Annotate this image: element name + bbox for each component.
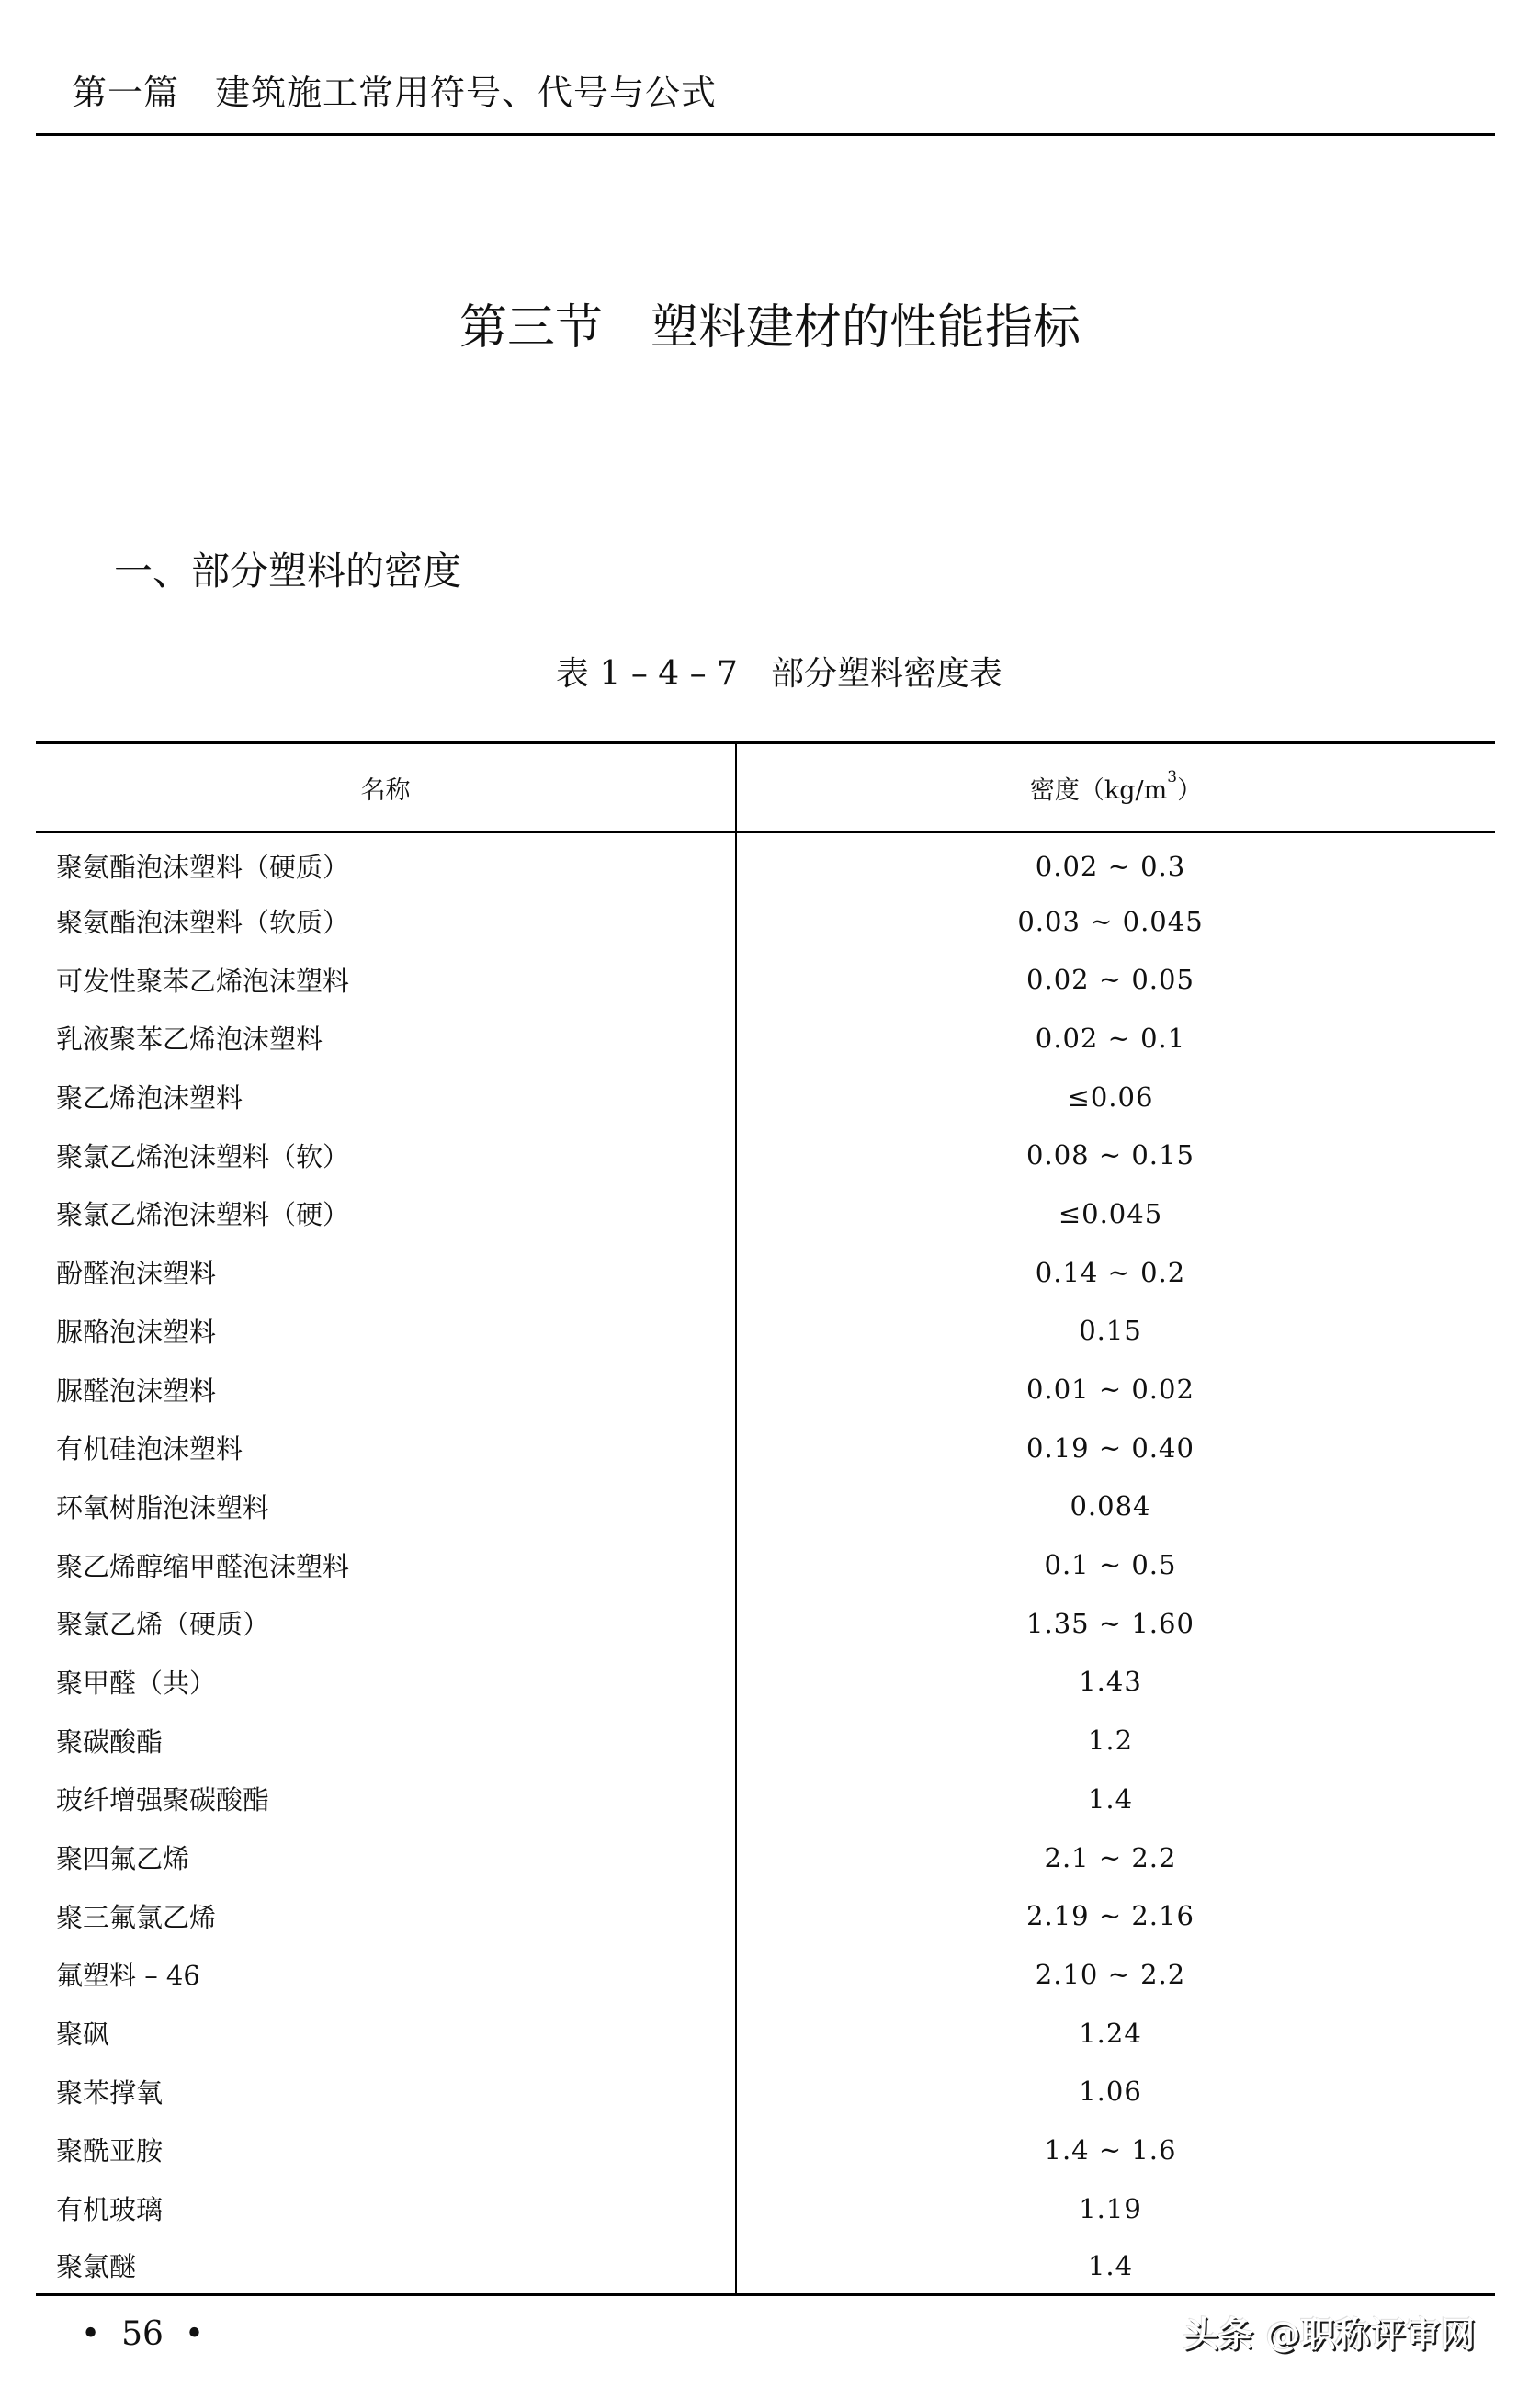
table-row — [36, 1302, 1495, 1361]
column-header-density-label — [1029, 767, 1203, 806]
cell-density: 0.02 ~ 0.05 — [1026, 964, 1195, 996]
cell-name: 脲醛泡沫塑料 — [36, 1360, 737, 1419]
cell-density: 1.4 — [1087, 2249, 1134, 2281]
table-row — [36, 2004, 1495, 2063]
column-header-name-label: 名称 — [360, 775, 411, 805]
cell-name: 乳液聚苯乙烯泡沫塑料 — [36, 1009, 737, 1068]
table-row — [36, 1711, 1495, 1770]
cell-name: 聚甲醛（共） — [36, 1653, 737, 1712]
cell-name: 有机玻璃 — [36, 2179, 737, 2238]
table-row — [36, 1184, 1495, 1243]
section-title: 第三节 塑料建材的性能指标 — [459, 300, 1081, 356]
table-row — [36, 892, 1495, 951]
page-number: • 56 • — [81, 2315, 205, 2353]
cell-name: 聚氯乙烯泡沫塑料（软） — [36, 1126, 737, 1184]
cell-density: 1.19 — [1079, 2192, 1142, 2224]
table-row — [36, 1886, 1495, 1945]
table-body — [36, 833, 1495, 2293]
cell-name: 聚砜 — [36, 2004, 737, 2063]
table-row — [36, 1477, 1495, 1536]
cell-name: 聚四氟乙烯 — [36, 1828, 737, 1887]
cell-name: 脲酪泡沫塑料 — [36, 1302, 737, 1361]
cell-name: 聚三氟氯乙烯 — [36, 1886, 737, 1945]
table-row — [36, 1535, 1495, 1594]
cell-name: 聚氨酯泡沫塑料（硬质） — [36, 833, 737, 892]
table-row — [36, 1653, 1495, 1712]
table-row — [36, 1360, 1495, 1419]
cell-name: 聚氯醚 — [36, 2238, 737, 2293]
cell-name: 聚乙烯泡沫塑料 — [36, 1068, 737, 1126]
cell-density: 0.08 ~ 0.15 — [1026, 1139, 1195, 1171]
cell-name: 环氧树脂泡沫塑料 — [36, 1477, 737, 1536]
density-unit-prefix: 密度（kg/m — [1029, 775, 1168, 805]
watermark-text: 头条 @职称评审网 — [1183, 2314, 1476, 2355]
cell-name: 氟塑料 – 46 — [36, 1945, 737, 2004]
header-rule — [36, 133, 1495, 136]
cell-density: 0.15 — [1079, 1315, 1142, 1347]
table-row — [36, 950, 1495, 1009]
cell-density: ≤0.045 — [1058, 1197, 1163, 1229]
cell-density: 0.02 ~ 0.3 — [1035, 850, 1186, 882]
density-table — [36, 741, 1495, 2296]
column-header-density — [737, 744, 1495, 831]
cell-density: 0.02 ~ 0.1 — [1035, 1022, 1186, 1054]
cell-name: 聚碳酸酯 — [36, 1711, 737, 1770]
cell-density: 0.19 ~ 0.40 — [1026, 1431, 1195, 1464]
table-row — [36, 1594, 1495, 1653]
cell-name: 聚氯乙烯泡沫塑料（硬） — [36, 1184, 737, 1243]
cell-density: 0.14 ~ 0.2 — [1035, 1256, 1186, 1288]
cell-density: 2.1 ~ 2.2 — [1044, 1841, 1177, 1873]
table-header-row — [36, 744, 1495, 833]
table-row — [36, 1419, 1495, 1477]
cell-density: 1.06 — [1079, 2076, 1142, 2108]
table-row — [36, 833, 1495, 892]
cell-name: 聚氨酯泡沫塑料（软质） — [36, 892, 737, 951]
cell-name: 酚醛泡沫塑料 — [36, 1243, 737, 1302]
table-row — [36, 1068, 1495, 1126]
density-unit-superscript: 3 — [1167, 767, 1178, 786]
cell-name: 聚氯乙烯（硬质） — [36, 1594, 737, 1653]
cell-density: 1.4 ~ 1.6 — [1044, 2133, 1177, 2166]
table-row — [36, 1828, 1495, 1887]
cell-name: 聚苯撑氧 — [36, 2062, 737, 2121]
cell-density: 0.1 ~ 0.5 — [1044, 1549, 1177, 1581]
cell-name: 玻纤增强聚碳酸酯 — [36, 1770, 737, 1828]
cell-name: 聚酰亚胺 — [36, 2121, 737, 2179]
table-row — [36, 1126, 1495, 1184]
cell-density: 1.43 — [1079, 1666, 1142, 1698]
table-row — [36, 2062, 1495, 2121]
table-caption: 表 1 – 4 – 7 部分塑料密度表 — [556, 655, 1002, 693]
table-row — [36, 1945, 1495, 2004]
cell-density: 2.19 ~ 2.16 — [1026, 1900, 1195, 1932]
table-row — [36, 2238, 1495, 2293]
cell-density: 1.35 ~ 1.60 — [1026, 1607, 1195, 1639]
table-row — [36, 1770, 1495, 1828]
cell-density: 1.4 — [1087, 1782, 1134, 1815]
table-row — [36, 2179, 1495, 2238]
cell-density: 1.2 — [1087, 1725, 1134, 1757]
running-header-title: 第一篇 建筑施工常用符号、代号与公式 — [72, 73, 718, 113]
subsection-heading: 一、部分塑料的密度 — [114, 549, 462, 594]
column-header-name — [36, 744, 737, 831]
density-unit-suffix: ） — [1177, 775, 1203, 805]
cell-name: 聚乙烯醇缩甲醛泡沫塑料 — [36, 1535, 737, 1594]
cell-density: 1.24 — [1079, 2017, 1142, 2049]
cell-name: 可发性聚苯乙烯泡沫塑料 — [36, 950, 737, 1009]
cell-density: ≤0.06 — [1067, 1080, 1154, 1113]
cell-density: 0.084 — [1070, 1490, 1151, 1522]
table-row — [36, 1243, 1495, 1302]
cell-density: 0.03 ~ 0.045 — [1017, 905, 1204, 937]
cell-density: 2.10 ~ 2.2 — [1035, 1958, 1186, 1990]
table-row — [36, 2121, 1495, 2179]
cell-name: 有机硅泡沫塑料 — [36, 1419, 737, 1477]
cell-density: 0.01 ~ 0.02 — [1026, 1374, 1195, 1406]
table-row — [36, 1009, 1495, 1068]
